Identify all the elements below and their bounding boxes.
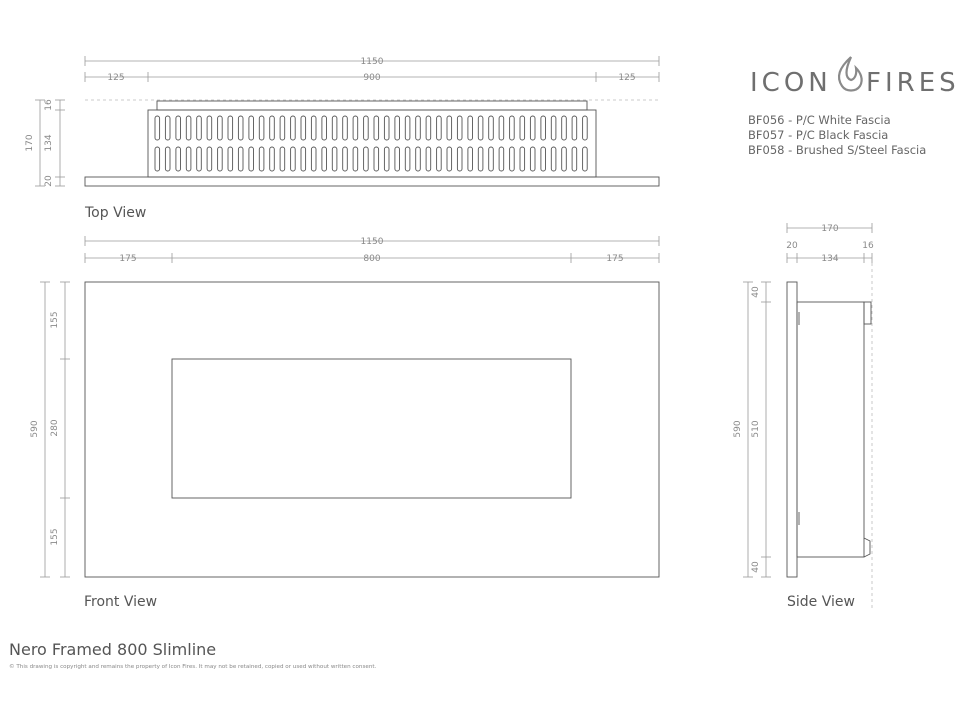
vent-slot xyxy=(447,116,452,140)
dim-top-depth-a: 16 xyxy=(44,99,54,111)
vent-slot xyxy=(238,116,243,140)
vent-slot xyxy=(197,116,202,140)
vent-slot xyxy=(457,147,462,171)
vent-slot xyxy=(437,116,442,140)
vent-slot xyxy=(238,147,243,171)
drawing-title: Nero Framed 800 Slimline xyxy=(9,640,217,659)
side-view-label: Side View xyxy=(787,594,855,610)
vent-slot xyxy=(416,116,421,140)
vent-slot xyxy=(384,147,389,171)
dim-front-overall: 1150 xyxy=(360,237,384,247)
vent-slot xyxy=(165,147,170,171)
vent-slot xyxy=(197,147,202,171)
vent-slot xyxy=(207,147,212,171)
vent-slot xyxy=(405,147,410,171)
vent-slot xyxy=(176,147,181,171)
vent-slot xyxy=(207,116,212,140)
vent-slot xyxy=(395,116,400,140)
vent-slot xyxy=(228,147,233,171)
vent-slot xyxy=(332,147,337,171)
side-view-drawing xyxy=(787,282,871,577)
logo-text-left: ICON xyxy=(750,68,832,98)
dim-front-center: 800 xyxy=(363,254,381,264)
vent-slot xyxy=(249,147,254,171)
vent-slot xyxy=(572,116,577,140)
dim-front-height-total: 590 xyxy=(30,420,40,438)
dim-side-overall: 170 xyxy=(821,224,839,234)
dim-side-h-top: 40 xyxy=(751,286,761,298)
top-view-drawing xyxy=(85,101,659,186)
vent-slot xyxy=(426,147,431,171)
vent-slot xyxy=(311,116,316,140)
vent-slot xyxy=(259,116,264,140)
dim-top-depth-c: 20 xyxy=(44,175,54,187)
vent-slot xyxy=(301,147,306,171)
dim-top-depth-b: 134 xyxy=(44,134,54,152)
vent-slot xyxy=(541,147,546,171)
vent-slot xyxy=(468,147,473,171)
dim-top-center: 900 xyxy=(363,73,381,83)
vent-slot xyxy=(176,116,181,140)
vent-slot xyxy=(520,116,525,140)
vent-slot xyxy=(551,116,556,140)
vent-slot xyxy=(562,147,567,171)
vent-slot xyxy=(280,116,285,140)
vent-slot xyxy=(353,116,358,140)
vent-slot xyxy=(447,147,452,171)
dim-top-right: 125 xyxy=(618,73,636,83)
front-view-drawing xyxy=(85,282,659,577)
copyright-notice: © This drawing is copyright and remains the property of Icon Fires. It may not be retained, copied or used without written consent. xyxy=(9,664,377,670)
dim-side-h-bot: 40 xyxy=(751,561,761,573)
dim-front-h-mid: 280 xyxy=(50,419,60,437)
vent-slot xyxy=(489,116,494,140)
vent-slot xyxy=(332,116,337,140)
vent-slot xyxy=(343,116,348,140)
dim-top-depth-total: 170 xyxy=(25,134,35,152)
dim-front-h-bot: 155 xyxy=(50,528,60,546)
vent-slot xyxy=(583,147,588,171)
vent-slot xyxy=(301,116,306,140)
vent-slot xyxy=(541,116,546,140)
vent-slot xyxy=(478,116,483,140)
vent-slot xyxy=(426,116,431,140)
vent-slot xyxy=(343,147,348,171)
dim-side-a: 20 xyxy=(786,241,798,251)
product-code-3: BF058 - Brushed S/Steel Fascia xyxy=(748,143,927,157)
vent-slot xyxy=(562,116,567,140)
vent-slot xyxy=(510,116,515,140)
vent-slot xyxy=(270,116,275,140)
vent-slot xyxy=(322,147,327,171)
vent-slot xyxy=(259,147,264,171)
vent-slot xyxy=(218,116,223,140)
dim-side-h-mid: 510 xyxy=(751,420,761,438)
vent-slot xyxy=(583,116,588,140)
vent-slot xyxy=(457,116,462,140)
vent-slot xyxy=(499,116,504,140)
vent-slot xyxy=(280,147,285,171)
vent-slot xyxy=(478,147,483,171)
vent-slot xyxy=(228,116,233,140)
vent-slot xyxy=(437,147,442,171)
dim-top-overall: 1150 xyxy=(360,57,384,67)
vent-slot xyxy=(155,116,160,140)
vent-slot xyxy=(374,147,379,171)
vent-slot xyxy=(530,147,535,171)
vent-slot xyxy=(186,147,191,171)
vent-slot xyxy=(155,147,160,171)
vent-slot xyxy=(374,116,379,140)
vent-slot xyxy=(530,116,535,140)
vent-slot xyxy=(416,147,421,171)
vent-slot xyxy=(364,116,369,140)
flame-icon xyxy=(839,57,862,91)
vent-slot xyxy=(520,147,525,171)
vent-slot xyxy=(291,116,296,140)
dim-top-left: 125 xyxy=(107,73,125,83)
vent-slot xyxy=(322,116,327,140)
dim-side-b: 134 xyxy=(821,254,839,264)
vent-slot xyxy=(218,147,223,171)
vent-slot xyxy=(489,147,494,171)
logo-text-right: FIRES xyxy=(866,68,960,98)
dim-side-c: 16 xyxy=(862,241,874,251)
dim-front-right: 175 xyxy=(606,254,624,264)
vent-slot xyxy=(384,116,389,140)
vent-slot xyxy=(186,116,191,140)
dim-front-h-top: 155 xyxy=(50,311,60,329)
vent-slot xyxy=(468,116,473,140)
front-view-label: Front View xyxy=(84,594,158,610)
vent-slot xyxy=(270,147,275,171)
vent-slot xyxy=(572,147,577,171)
vent-slot xyxy=(551,147,556,171)
icon-fires-logo xyxy=(750,57,960,98)
vent-slot xyxy=(405,116,410,140)
vent-slot xyxy=(353,147,358,171)
dim-side-height-total: 590 xyxy=(733,420,743,438)
vent-slot xyxy=(311,147,316,171)
vent-slot xyxy=(249,116,254,140)
vent-slot xyxy=(395,147,400,171)
product-code-2: BF057 - P/C Black Fascia xyxy=(748,128,889,142)
vent-slot xyxy=(364,147,369,171)
vent-slot xyxy=(499,147,504,171)
dim-front-left: 175 xyxy=(119,254,137,264)
vent-slot xyxy=(165,116,170,140)
vent-slot xyxy=(510,147,515,171)
vent-slot xyxy=(291,147,296,171)
product-code-1: BF056 - P/C White Fascia xyxy=(748,113,891,127)
top-view-label: Top View xyxy=(85,205,147,221)
